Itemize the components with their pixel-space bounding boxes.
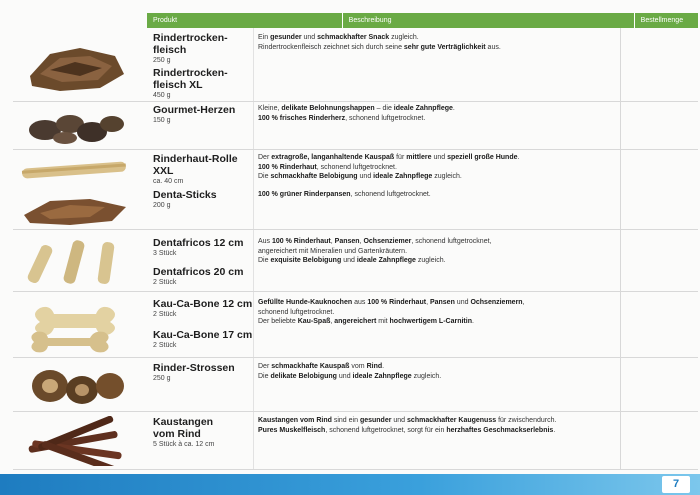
description-kaustangen: Kaustangen vom Rind sind ein gesunder und schmackhafter Kaugenuss für zwischendurch. Pures Muskelfleisch, schonend luftgetrocknet, sorgt für ein herzhaftes Geschmackserlebnis. [258,417,557,434]
header-beschreibung: Beschreibung [342,13,634,28]
description-rindertrockenfleisch: Ein gesunder und schmackhafter Snack zugleich. Rindertrockenfleisch zeichnet sich durch seine sehr gute Verträglichkeit aus. [258,34,501,51]
product-dentafricos: Dentafricos 12 cm 3 Stück Dentafricos 20 cm 2 Stück [153,237,244,286]
description-rinder-strossen: Der schmackhafte Kauspaß vom Rind. Die delikate Belobigung und ideale Zahnpflege zugleich. [258,363,442,380]
description-dentafricos: Aus 100 % Rinderhaut, Pansen, Ochsenziemer, schonend luftgetrocknet, angereichert mit Mineralien und Gartenkräutern. Die exquisite Belobigung und ideale Zahnpflege zugleich. [258,238,492,264]
header-produkt: Produkt [147,13,342,28]
product-gourmet-herzen: Gourmet-Herzen 150 g [153,104,236,124]
rindertrockenfleisch-image [20,36,130,98]
product-rinderhaut-rolle: Rinderhaut-Rolle XXL ca. 40 cm [153,153,238,185]
product-kau-ca-bone: Kau-Ca-Bone 12 cm 2 Stück Kau-Ca-Bone 17 cm 2 Stück [153,298,253,349]
description-kau-ca-bone: Gefüllte Hunde-Kauknochen aus 100 % Rinderhaut, Pansen und Ochsenziemern, schonend luftgetrocknet. Der beliebte Kau-Spaß, angereichert mit hochwertigem L-Carnitin. [258,299,525,325]
rinder-strossen-image [20,362,130,408]
table-header [13,13,698,28]
kaustangen-image [20,416,130,466]
denta-sticks-image [20,193,130,229]
description-gourmet-herzen: Kleine, delikate Belohnungshappen – die ideale Zahnpflege. 100 % frisches Rinderherz, schonend luftgetrocknet. [258,105,455,122]
footer-bar [0,474,700,495]
kau-ca-bone-image [20,298,130,356]
product-kaustangen: Kaustangen vom Rind 5 Stück à ca. 12 cm [153,416,215,448]
page-number: 7 [662,476,690,493]
product-denta-sticks: Denta-Sticks 200 g [153,189,217,209]
rinderhaut-rolle-image [20,155,130,185]
product-rindertrockenfleisch: Rindertrocken- fleisch 250 g Rindertrocken- fleisch XL 450 g [153,32,228,99]
description-rinderhaut-rolle: Der extragroße, langanhaltende Kauspaß für mittlere und speziell große Hunde. 100 % Rinderhaut, schonend luftgetrocknet. Die schmackhafte Belobigung und ideale Zahnpflege zugleich. [258,154,520,180]
product-rinder-strossen: Rinder-Strossen 250 g [153,362,235,382]
gourmet-herzen-image [20,104,130,148]
dentafricos-image [20,236,130,288]
header-bestellmenge: Bestellmenge [634,13,698,28]
description-denta-sticks: 100 % grüner Rinderpansen, schonend luftgetrocknet. [258,191,431,198]
